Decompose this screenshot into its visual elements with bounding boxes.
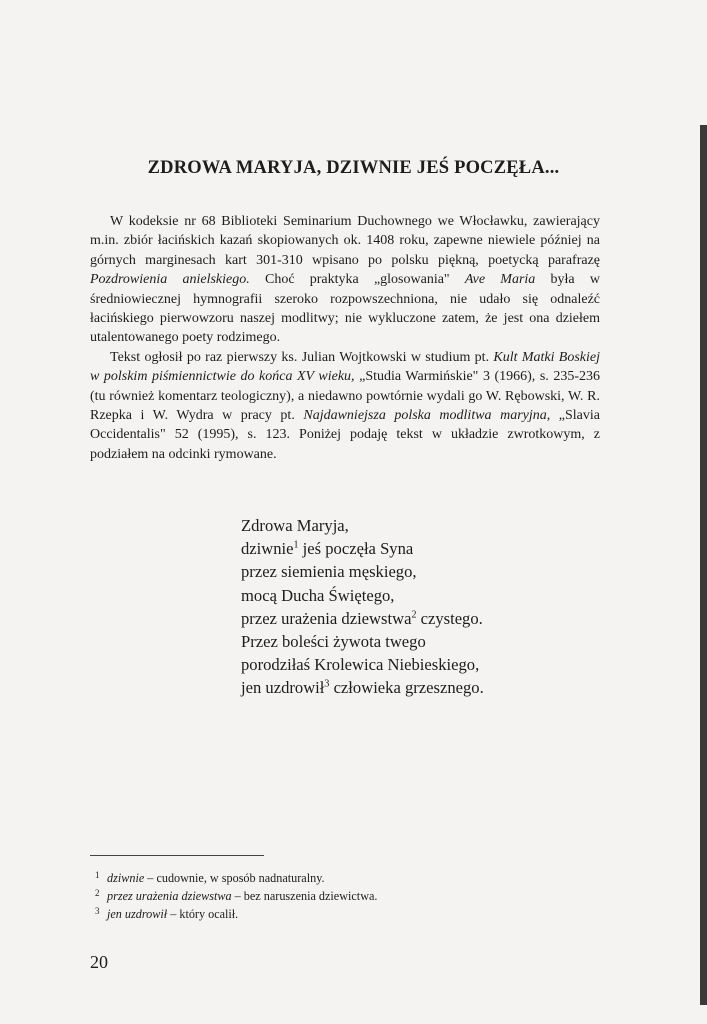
intro-paragraph-1	[90, 212, 600, 348]
footnote-divider	[90, 855, 264, 856]
poem-line-text: Przez boleści żywota twego	[241, 632, 426, 652]
poem-line	[241, 514, 484, 537]
intro-p1-run: Ave Maria	[464, 272, 536, 288]
poem-line	[241, 653, 484, 676]
poem-line-text: człowieka grzesznego.	[329, 678, 484, 698]
footnote-number: 2	[95, 888, 100, 898]
footnote-term: dziwnie	[107, 871, 145, 885]
poem-line	[241, 630, 484, 653]
footnote-ref: 3	[324, 678, 330, 690]
footnote	[95, 905, 377, 923]
poem-line	[241, 607, 484, 630]
footnote-gloss: – cudownie, w sposób nadnaturalny.	[144, 871, 325, 885]
footnotes	[95, 869, 378, 923]
poem-line	[241, 584, 484, 607]
intro-paragraph-2	[90, 348, 600, 464]
poem-line-text: przez siemienia męskiego,	[241, 562, 417, 582]
footnote-term: jen uzdrowił	[107, 907, 168, 921]
footnote-ref: 2	[411, 609, 417, 621]
intro-p2-run: Najdawniejsza polska modlitwa maryjna,	[303, 408, 551, 424]
poem-line	[241, 537, 484, 560]
footnote-number: 1	[95, 870, 100, 880]
intro-p2-run: Tekst ogłosił po raz pierwszy ks. Julian Wojtkowski w studium pt.	[110, 349, 494, 365]
page-edge-shadow	[700, 125, 707, 1005]
page-number: 20	[90, 952, 108, 972]
intro-p2-run: „Studia Warmińskie" 3 (1966), s. 235-236 (tu również komentarz teologiczny), a niedawno powtórnie wydali go W. Rębowski, W. R. Rzepka i W. Wydra w pracy pt.	[90, 369, 600, 424]
poem-line	[241, 676, 484, 699]
poem	[241, 514, 484, 700]
intro-p2-run: „Slavia Occidentalis" 52 (1995), s. 123. Poniżej podaję tekst w układzie zwrotkowym, z podziałem na odcinki rymowane.	[90, 408, 600, 462]
footnote-ref: 1	[293, 539, 299, 551]
intro-text	[90, 212, 600, 464]
footnote-term: przez urażenia dziewstwa	[107, 889, 232, 903]
footnote-gloss: – bez naruszenia dziewictwa.	[231, 889, 378, 903]
poem-line-text: porodziłaś Krolewica Niebieskiego,	[241, 655, 480, 675]
intro-p2-run: Kult Matki Boskiej w polskim piśmiennictwie do końca XV wieku,	[90, 349, 600, 385]
poem-line-text: mocą Ducha Świętego,	[241, 585, 395, 605]
footnote	[95, 887, 378, 905]
intro-p1-run: była w średniowiecznej hymnografii szeroko rozpowszechniona, nie udało się odnaleźć łacińskiego pierwowzoru naszej modlitwy; nie wykluczone zatem, że jest ona dziełem utalentowanego poety rodzimego.	[90, 272, 600, 346]
poem-line-text: przez urażenia dziewstwa	[241, 608, 412, 628]
poem-line-text: czystego.	[416, 608, 483, 628]
footnote-number: 3	[95, 906, 100, 916]
poem-line-text: jen uzdrowił	[241, 678, 325, 698]
poem-line-text: dziwnie	[241, 539, 294, 559]
poem-line-text: jeś poczęła Syna	[298, 539, 414, 559]
intro-p1-run: Pozdrowienia anielskiego.	[90, 272, 250, 288]
poem-line-text: Zdrowa Maryja,	[241, 516, 349, 535]
intro-p1-run: Choć praktyka „glosowania"	[249, 272, 465, 288]
footnote	[95, 869, 377, 887]
poem-line	[241, 560, 484, 583]
page-title: ZDROWA MARYJA, DZIWNIE JEŚ POCZĘŁA...	[147, 158, 560, 178]
footnote-gloss: – który ocalił.	[167, 907, 239, 921]
intro-p1-run: W kodeksie nr 68 Biblioteki Seminarium Duchownego we Włocławku, zawierający m.in. zbiór łacińskich kazań skopiowanych ok. 1408 roku, zapewne niewiele później na górnych marginesach kart 301-310 wpisano po polsku piękną, poetycką parafrazę	[90, 214, 600, 268]
